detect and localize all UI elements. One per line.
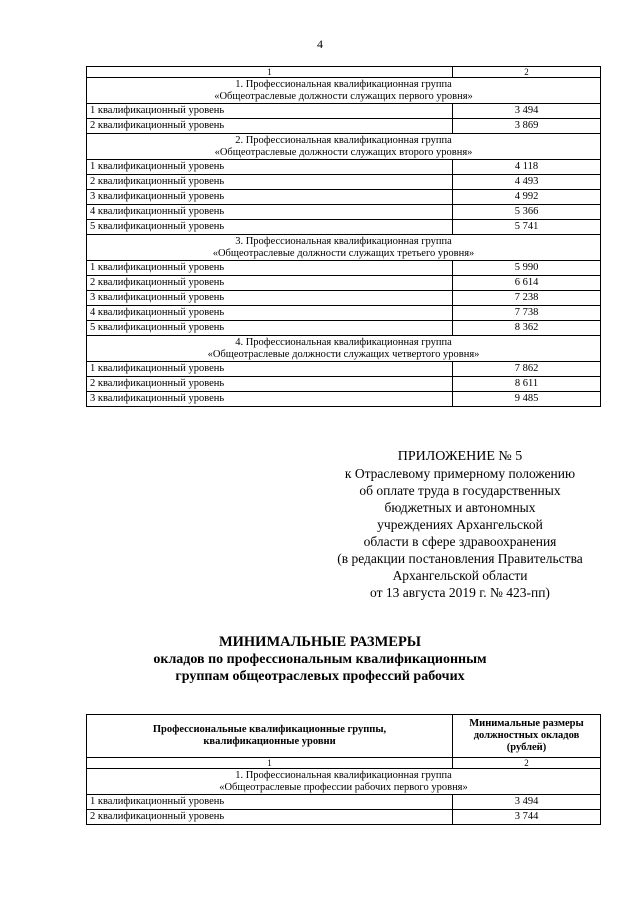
group-title: [87, 336, 601, 362]
table-row: [87, 362, 601, 377]
group-title: [87, 769, 601, 795]
level-salary: 3 869: [453, 119, 601, 134]
level-salary: 4 992: [453, 190, 601, 205]
header-text: Профессиональные квалификационные группы,: [152, 724, 387, 735]
level-salary: 3 744: [453, 810, 601, 825]
header-min-salary: [453, 715, 601, 758]
appendix-line: области в сфере здравоохранения: [363, 534, 557, 549]
column-number: 2: [453, 67, 601, 78]
group-title-line: «Общеотраслевые должности служащих второго уровня»: [214, 146, 473, 158]
group-title-line: 1. Профессиональная квалификационная группа: [235, 769, 452, 781]
group-title-line: «Общеотраслевые должности служащих третьего уровня»: [212, 247, 475, 259]
table-row: [87, 291, 601, 306]
level-name: 5 квалификационный уровень: [87, 220, 453, 235]
document-title-line: окладов по профессиональным квалификационным: [153, 652, 487, 667]
level-salary: 5 990: [453, 261, 601, 276]
level-salary: 8 611: [453, 377, 601, 392]
appendix-line: учреждениях Архангельской: [377, 517, 543, 532]
table-row: [87, 104, 601, 119]
level-salary: 4 118: [453, 160, 601, 175]
table-row: [87, 377, 601, 392]
column-number: 1: [87, 67, 453, 78]
header-text: квалификационные уровни: [203, 736, 336, 747]
column-number: 2: [453, 758, 601, 769]
page-number: 4: [317, 37, 323, 51]
group-title-line: 3. Профессиональная квалификационная группа: [235, 235, 452, 247]
table-row: [87, 306, 601, 321]
table-row: [87, 119, 601, 134]
appendix-line: Архангельской области: [392, 568, 528, 583]
salary-table-workers: [86, 714, 601, 825]
header-text: Минимальные размеры: [469, 718, 584, 729]
document-title: [0, 634, 640, 685]
group-title-line: «Общеотраслевые должности служащих четвертого уровня»: [207, 348, 480, 360]
group-title-row: [87, 78, 601, 104]
level-name: 1 квалификационный уровень: [87, 362, 453, 377]
document-title-line: группам общеотраслевых профессий рабочих: [175, 669, 465, 684]
document-title-line: МИНИМАЛЬНЫЕ РАЗМЕРЫ: [218, 634, 422, 650]
appendix-line: к Отраслевому примерному положению: [344, 466, 576, 481]
header-text: должностных окладов: [473, 730, 580, 741]
group-title-row: [87, 336, 601, 362]
group-title-row: [87, 235, 601, 261]
table-row: [87, 392, 601, 407]
level-name: 3 квалификационный уровень: [87, 190, 453, 205]
table-header-row: [87, 715, 601, 758]
table-row: [87, 276, 601, 291]
group-title-line: «Общеотраслевые профессии рабочих первого уровня»: [219, 781, 468, 793]
level-name: 2 квалификационный уровень: [87, 119, 453, 134]
level-salary: 7 862: [453, 362, 601, 377]
table-row: [87, 190, 601, 205]
level-name: 3 квалификационный уровень: [87, 392, 453, 407]
table-row: [87, 795, 601, 810]
level-salary: 8 362: [453, 321, 601, 336]
level-salary: 3 494: [453, 104, 601, 119]
table-row: [87, 321, 601, 336]
column-number-row: [87, 758, 601, 769]
appendix-line: (в редакции постановления Правительства: [337, 551, 583, 566]
level-name: 2 квалификационный уровень: [87, 810, 453, 825]
level-salary: 7 738: [453, 306, 601, 321]
level-name: 2 квалификационный уровень: [87, 175, 453, 190]
level-salary: 5 366: [453, 205, 601, 220]
level-name: 2 квалификационный уровень: [87, 276, 453, 291]
group-title-line: «Общеотраслевые должности служащих первого уровня»: [214, 90, 473, 102]
table-row: [87, 220, 601, 235]
column-number-row: [87, 67, 601, 78]
level-name: 4 квалификационный уровень: [87, 205, 453, 220]
group-title-row: [87, 769, 601, 795]
level-name: 2 квалификационный уровень: [87, 377, 453, 392]
group-title: [87, 134, 601, 160]
level-salary: 4 493: [453, 175, 601, 190]
level-salary: 9 485: [453, 392, 601, 407]
column-number: 1: [87, 758, 453, 769]
table-row: [87, 810, 601, 825]
group-title: [87, 78, 601, 104]
level-salary: 3 494: [453, 795, 601, 810]
level-name: 1 квалификационный уровень: [87, 160, 453, 175]
table-row: [87, 205, 601, 220]
level-salary: 5 741: [453, 220, 601, 235]
group-title-row: [87, 134, 601, 160]
group-title-line: 2. Профессиональная квалификационная группа: [235, 134, 452, 146]
level-name: 1 квалификационный уровень: [87, 261, 453, 276]
group-title-line: 4. Профессиональная квалификационная группа: [235, 336, 452, 348]
header-groups-levels: [87, 715, 453, 758]
level-name: 4 квалификационный уровень: [87, 306, 453, 321]
salary-table-employees: [86, 66, 601, 407]
level-name: 5 квалификационный уровень: [87, 321, 453, 336]
appendix-line: от 13 августа 2019 г. № 423-пп): [370, 585, 550, 600]
level-salary: 6 614: [453, 276, 601, 291]
table-row: [87, 175, 601, 190]
appendix-line: об оплате труда в государственных: [359, 483, 561, 498]
level-salary: 7 238: [453, 291, 601, 306]
header-text: (рублей): [506, 742, 547, 753]
table-row: [87, 160, 601, 175]
level-name: 1 квалификационный уровень: [87, 795, 453, 810]
appendix-header: [300, 448, 620, 601]
appendix-line: бюджетных и автономных: [384, 500, 536, 515]
level-name: 1 квалификационный уровень: [87, 104, 453, 119]
group-title: [87, 235, 601, 261]
group-title-line: 1. Профессиональная квалификационная группа: [235, 78, 452, 90]
appendix-title: ПРИЛОЖЕНИЕ № 5: [397, 449, 523, 464]
level-name: 3 квалификационный уровень: [87, 291, 453, 306]
table-row: [87, 261, 601, 276]
